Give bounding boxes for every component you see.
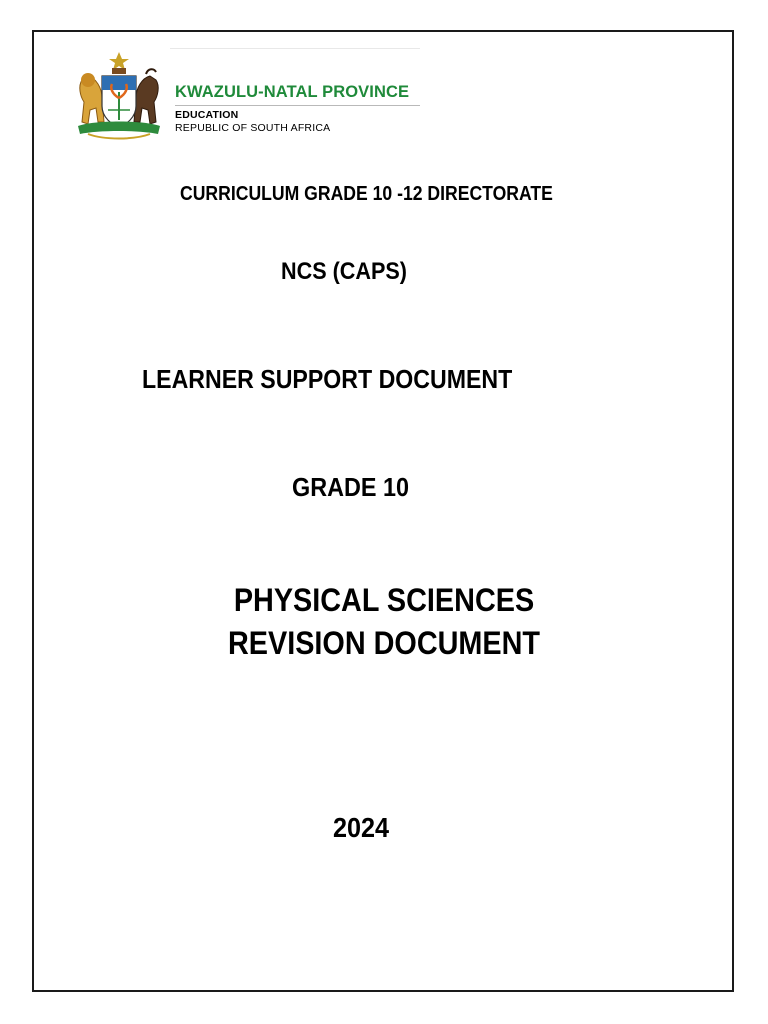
document-type-heading: LEARNER SUPPORT DOCUMENT [142,364,513,394]
coat-of-arms-icon [74,50,164,142]
directorate-heading: CURRICULUM GRADE 10 -12 DIRECTORATE [180,183,553,205]
year-label: 2024 [333,812,390,843]
department-name: EDUCATION [175,109,239,121]
curriculum-heading: NCS (CAPS) [281,258,408,285]
header-divider [175,105,420,106]
subject-title-line-1: PHYSICAL SCIENCES [233,582,535,618]
grade-heading: GRADE 10 [292,472,410,502]
header-top-rule [170,48,420,49]
page-border [32,30,734,992]
subject-title-line-2: REVISION DOCUMENT [227,625,541,661]
province-name: KWAZULU-NATAL PROVINCE [175,83,410,101]
province-name-block [175,82,409,102]
country-name: REPUBLIC OF SOUTH AFRICA [175,122,331,134]
